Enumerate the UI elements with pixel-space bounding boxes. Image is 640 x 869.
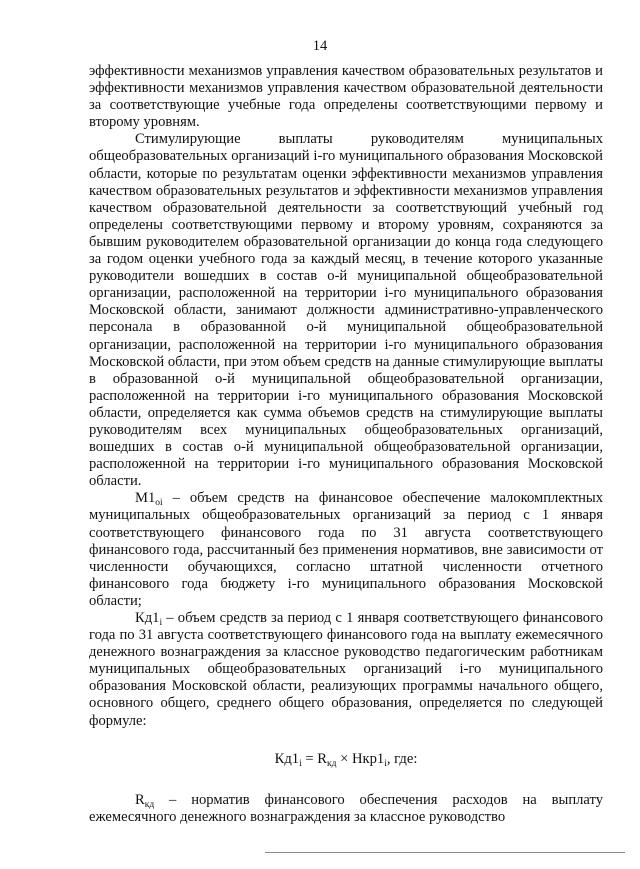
rkd-text: – норматив финансового обеспечения расходов на выплату ежемесячного денежного вознаграждения за классное руководство	[89, 791, 603, 825]
m1-symbol: М1	[135, 490, 156, 507]
formula-r-subscript: кд	[327, 758, 337, 769]
formula-kd1	[89, 751, 603, 768]
m1-text: – объем средств на финансовое обеспечение малокомплектных муниципальных общеобразовательных организаций за период с 1 января соответствующего финансового года по 31 августа соответствующего финансового года, рассчитанный без применения нормативов, вне зависимости от численности обучающихся, согласно штатной численности отчетного финансового года бюджету i-го муниципального образования Московской области;	[89, 490, 603, 609]
formula-eq: = R	[301, 750, 327, 767]
formula-lhs-subscript: i	[299, 758, 302, 769]
formula-n-subscript: i	[384, 758, 387, 769]
kd1-text: – объем средств за период с 1 января соответствующего финансового года по 31 августа соответствующего финансового года на выплату ежемесячного денежного вознаграждения за классное руководство педагогическим работникам муниципальных общеобразовательных организаций i-го муниципального образования Московской области, реализующих программы начального общего, основного общего, среднего общего образования, определяется по следующей формуле:	[89, 610, 603, 729]
paragraph-continuation: эффективности механизмов управления качеством образовательных результатов и эффективности механизмов управления качеством образовательной деятельности за соответствующие учебные года определены соответствующими первому и второму уровням.	[89, 63, 603, 131]
paragraph-stimulating-payments: Стимулирующие выплаты руководителям муниципальных общеобразовательных организаций i-го муниципального образования Московской области, которые по результатам оценки эффективности механизмов управления качеством образовательных результатов и эффективности механизмов управления качеством образовательной деятельности за соответствующий учебный год определены соответствующими первому и второму уровням, сохраняются за бывшим руководителем образовательной организации до конца года следующего за годом оценки учебного года за каждый месяц, в течение которого указанные руководители вошедших в состав о-й муниципальной общеобразовательной организации, расположенной на территории i-го муниципального образования Московской области, занимают должности административно-управленческого персонала в образованной о-й муниципальной общеобразовательной организации, расположенной на территории i-го муниципального образования Московской области, при этом объем средств на данные стимулирующие выплаты в образованной о-й муниципальной общеобразовательной организации, расположенной на территории i-го муниципального образования Московской области, определяется как сумма объемов средств на стимулирующие выплаты руководителям всех муниципальных общеобразовательных организаций, вошедших в состав о-й муниципальной общеобразовательной организации, расположенной на территории i-го муниципального образования Московской области.	[89, 131, 603, 490]
m1-subscript: oi	[155, 498, 163, 509]
paragraph-m1-definition	[89, 490, 603, 610]
kd1-symbol: Кд1	[135, 610, 160, 626]
document-body	[89, 63, 603, 826]
formula-tail: , где:	[386, 750, 418, 767]
formula-times: × Нкр1	[336, 750, 385, 767]
footer-divider	[265, 852, 625, 853]
rkd-symbol: R	[135, 791, 145, 808]
paragraph-rkd-definition	[89, 792, 603, 826]
paragraph-kd1-definition	[89, 610, 603, 730]
formula-lhs: Кд1	[274, 750, 300, 767]
page-number: 14	[312, 38, 328, 54]
rkd-subscript: кд	[144, 799, 155, 810]
kd1-subscript: i	[159, 618, 163, 628]
